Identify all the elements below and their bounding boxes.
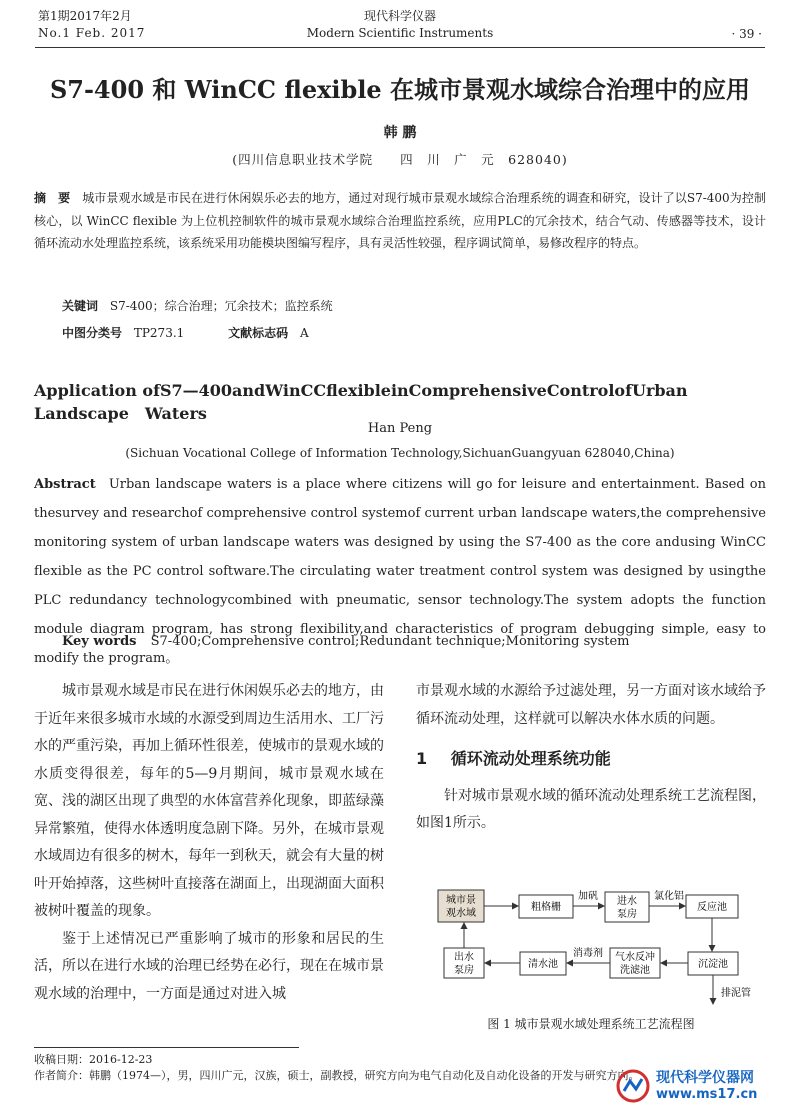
english-affiliation: (Sichuan Vocational College of Information Technology,SichuanGuangyuan 628040,China) [125, 446, 675, 460]
process-flow-diagram [416, 876, 766, 1011]
body-left-column [34, 678, 384, 1008]
body-paragraph: 市景观水域的水源给予过滤处理，另一方面对该水域给予循环流动处理，这样就可以解决水体水质的问题。 [416, 683, 766, 727]
keywords-en-label: Key words [62, 634, 137, 649]
box-filter-l1: 气水反冲 [615, 952, 655, 963]
label-sludge: 排泥管 [721, 988, 751, 999]
keywords-en [62, 634, 630, 649]
issue-zh: 第1期2017年2月 [38, 9, 132, 23]
box-reactor-label: 反应池 [697, 902, 727, 913]
keywords-zh [62, 297, 333, 314]
classification-label: 中图分类号 [62, 326, 123, 340]
footnote-bio: 作者简介：韩鹏（1974—），男，四川广元，汉族，硕士，副教授，研究方向为电气自动化及自动化设备的开发与研究方向。 [34, 1069, 640, 1082]
english-author: Han Peng [367, 421, 433, 436]
watermark-url: www.ms17.cn [656, 1087, 758, 1102]
abstract-zh-text: 城市景观水域是市民在进行休闲娱乐必去的地方，通过对现行城市景观水域综合治理系统的调查和研究，设计了以S7-400为控制核心，以 WinCC flexible 为上位机控制软件的城市景观水域综合治理监控系统，应用PLC的冗余技术，结合气动、传感器等技术，设计循环流动水处理监控系统，该系统采用功能模块图编写程序，具有灵活性较强，程序调试简单，易修改程序的特点。 [34, 191, 766, 250]
abstract-zh [34, 187, 766, 255]
box-outlet-pump [444, 948, 484, 978]
box-outpump-l2: 泵房 [454, 965, 474, 976]
issue-en: No.1 Feb. 2017 [38, 26, 146, 40]
box-settle-label: 沉淀池 [698, 959, 728, 970]
journal-zh: 现代科学仪器 [363, 9, 436, 23]
label-add-alum: 加矾 [578, 891, 598, 902]
doc-code-value: A [299, 326, 309, 340]
box-outpump-l1: 出水 [454, 952, 474, 963]
box-inpump-l2: 泵房 [617, 909, 637, 920]
page-number: · 39 · [731, 27, 762, 41]
watermark-logo-icon [616, 1069, 650, 1103]
box-filter-l2: 洗滤池 [620, 965, 650, 976]
doc-code-label: 文献标志码 [228, 326, 289, 340]
body-paragraph: 城市景观水域是市民在进行休闲娱乐必去的地方，由于近年来很多城市水域的水源受到周边生活用水、工厂污水的严重污染，再加上循环性很差，使城市的景观水域的水质变得很差，每年的5—9月期间，城市景观水域在宽、浅的湖区出现了典型的水体富营养化现象，即蓝绿藻异常繁殖，使得水体透明度急剧下降。另外，在城市景观水域周边有很多的树木，每年一到秋天，就会有大量的树叶开始掉落，这些树叶直接落在湖面上，出现湖面大面积被树叶覆盖的现象。 [34, 683, 384, 919]
abstract-en-text: Urban landscape waters is a place where citizens will go for leisure and entertainment. Based on thesurvey and researchof comprehensive control systemof current urban landscape waters,the comprehensive monitoring system of urban landscape waters was designed by using the S7-400 as the core andusing WinCC flexible as the PC control software.The circulating water treatment control system was designed by usingthe PLC redundancy technologycombined with pneumatic, sensor technology.The system adopts the function module diagram program, has strong flexibility,and characteristics of program debugging simple, easy to modify the program。 [34, 477, 766, 666]
box-source [438, 890, 484, 922]
classification-value: TP273.1 [133, 326, 185, 340]
box-clear-tank [520, 952, 566, 975]
header-journal [0, 8, 800, 42]
classification [62, 324, 309, 341]
box-filter [610, 948, 660, 978]
affiliation: (四川信息职业技术学院 四 川 广 元 628040) [232, 152, 568, 167]
label-add-chlorine: 氯化铝 [654, 891, 684, 902]
body-paragraph: 针对城市景观水域的循环流动处理系统工艺流程图，如图1所示。 [416, 787, 766, 831]
keywords-en-text: S7-400;Comprehensive control;Redundant technique;Monitoring system [150, 634, 630, 649]
box-inpump-l1: 进水 [617, 896, 637, 907]
section-title: 循环流动处理系统功能 [450, 749, 611, 768]
section-number: 1 [416, 749, 428, 768]
keywords-zh-text: S7-400；综合治理；冗余技术；监控系统 [109, 299, 333, 313]
box-clear-label: 清水池 [528, 959, 558, 970]
box-source-l1: 城市景 [446, 895, 476, 906]
abstract-zh-label: 摘 要 [34, 191, 71, 205]
keywords-zh-label: 关键词 [62, 299, 99, 313]
watermark [616, 1065, 786, 1109]
abstract-en-label: Abstract [34, 477, 96, 492]
box-reactor [686, 895, 738, 918]
header-rule [35, 47, 765, 48]
paper-title: S7-400 和 WinCC flexible 在城市景观水域综合治理中的应用 [49, 75, 751, 104]
journal-en: Modern Scientific Instruments [306, 26, 494, 40]
author: 韩 鹏 [383, 125, 417, 141]
body-right-column [416, 678, 766, 838]
box-coarse-label: 粗格栅 [531, 902, 561, 913]
box-coarse-screen [519, 895, 573, 918]
box-inlet-pump [605, 892, 649, 922]
figure-caption: 图 1 城市景观水域处理系统工艺流程图 [487, 1017, 695, 1031]
box-source-l2: 观水域 [446, 908, 476, 919]
box-settling [688, 952, 738, 975]
section-heading [416, 745, 766, 773]
english-title: Application ofS7—400andWinCCflexibleinComprehensiveControlofUrban Landscape Waters [34, 381, 704, 423]
watermark-name: 现代科学仪器网 [656, 1070, 754, 1086]
label-disinfectant: 消毒剂 [573, 948, 603, 959]
footnote-received: 收稿日期：2016-12-23 [34, 1053, 153, 1066]
footnote-rule [34, 1047, 299, 1048]
body-paragraph: 鉴于上述情况已严重影响了城市的形象和居民的生活，所以在进行水域的治理已经势在必行，现在在城市景观水域的治理中，一方面是通过对进入城 [34, 930, 384, 1002]
